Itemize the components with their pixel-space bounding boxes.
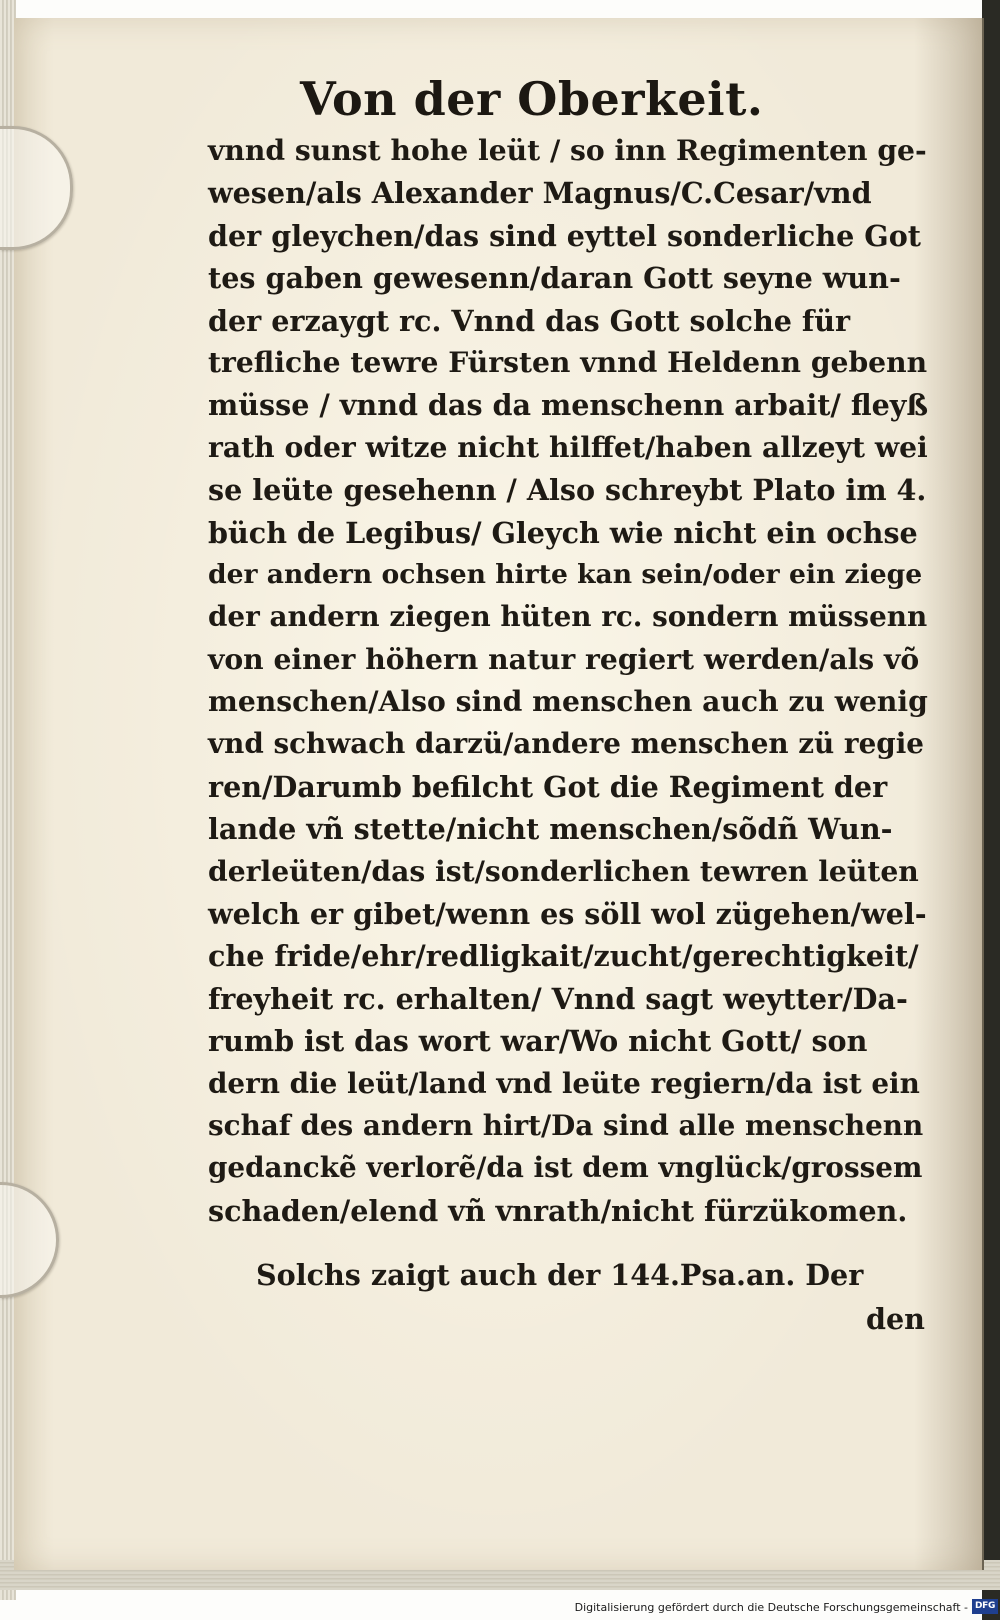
- text-line: schaden/elend vñ vnrath/nicht fürzükomen.: [208, 1193, 908, 1228]
- scanner-backdrop: [982, 0, 1000, 1620]
- dfg-logo: DFG: [972, 1599, 998, 1614]
- text-line: se leüte gesehenn / Also schreybt Plato im 4.: [208, 473, 927, 508]
- text-line: tes gaben gewesenn/daran Gott seyne wun-: [208, 261, 901, 296]
- text-line: wesen/als Alexander Magnus/C.Cesar/vnd: [208, 176, 872, 211]
- text-line: der andern ziegen hüten rc. sondern müssenn: [208, 600, 928, 634]
- text-line: büch de Legibus/ Gleych wie nicht ein ochse: [208, 515, 918, 550]
- text-line: von einer höhern natur regiert werden/als võ: [208, 642, 920, 676]
- catchword: den: [866, 1302, 925, 1336]
- text-line: derleüten/das ist/sonderlichen tewren leüten: [208, 854, 919, 888]
- text-line: der andern ochsen hirte kan sein/oder ein ziege: [208, 558, 923, 590]
- funding-note: Digitalisierung gefördert durch die Deutsche Forschungsgemeinschaft -: [574, 1601, 968, 1614]
- text-line: freyheit rc. erhalten/ Vnnd sagt weytter/Da-: [208, 981, 908, 1016]
- text-line: vnd schwach darzü/andere menschen zü regie: [208, 727, 924, 761]
- text-line: der gleychen/das sind eyttel sonderliche Got: [208, 218, 921, 253]
- text-line: che fride/ehr/redligkait/zucht/gerechtigkeit/: [208, 939, 919, 974]
- text-line: vnnd sunst hohe leüt / so inn Regimenten ge-: [208, 134, 927, 167]
- page-body-text: [208, 130, 928, 1232]
- text-line: ren/Darumb befilcht Got die Regiment der: [208, 769, 888, 804]
- text-line: welch er gibet/wenn es söll wol zügehen/wel-: [208, 897, 927, 932]
- text-line: lande vñ stette/nicht menschen/sõdñ Wun-: [208, 812, 893, 847]
- text-line: der erzaygt rc. Vnnd das Gott solche für: [208, 303, 851, 338]
- text-line: dern die leüt/land vnd leüte regiern/da ist ein: [208, 1066, 920, 1100]
- text-line: trefliche tewre Fürsten vnnd Heldenn gebenn: [208, 345, 928, 379]
- text-line-indented: Solchs zaigt auch der 144.Psa.an. Der: [256, 1258, 864, 1292]
- text-line: schaf des andern hirt/Da sind alle menschenn: [208, 1108, 924, 1142]
- text-line: müsse / vnnd das da menschenn arbait/ fleyß: [208, 388, 929, 423]
- text-line: rath oder witze nicht hilffet/haben allzeyt wei: [208, 430, 928, 464]
- text-line: rumb ist das wort war/Wo nicht Gott/ son: [208, 1024, 868, 1059]
- text-line: menschen/Also sind menschen auch zu wenig: [208, 685, 928, 719]
- text-line: gedanckẽ verlorẽ/da ist dem vnglück/grossem: [208, 1151, 923, 1185]
- final-text-line: [208, 1254, 928, 1296]
- running-head: Von der Oberkeit.: [300, 72, 764, 126]
